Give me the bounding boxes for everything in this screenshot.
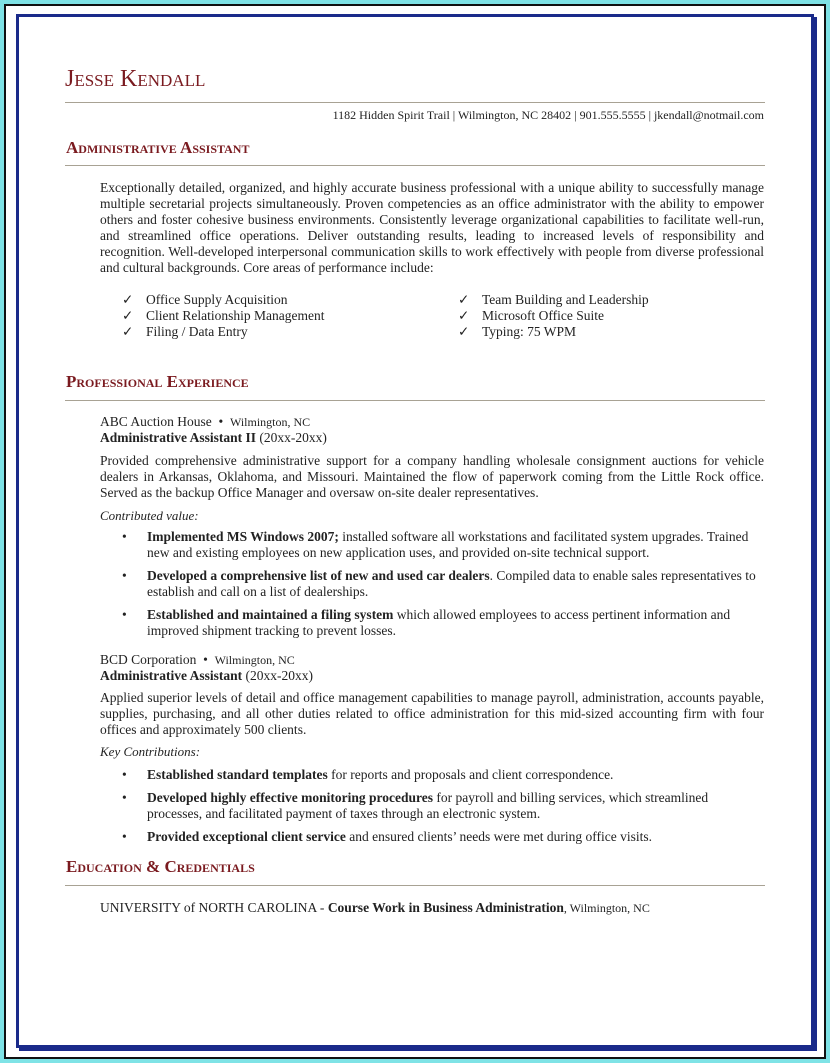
job-header: BCD Corporation • Wilmington, NC Administrative Assistant (20xx-20xx) bbox=[100, 652, 314, 683]
divider bbox=[65, 400, 765, 401]
skills-right bbox=[458, 292, 649, 340]
skills-left bbox=[100, 292, 324, 340]
bullet: • Established and maintained a filing system which allowed employees to access pertinent information and improved shipment tracking to prevent losses. bbox=[120, 607, 765, 639]
job-label: Contributed value: bbox=[100, 508, 199, 523]
education-entry: UNIVERSITY of NORTH CAROLINA - Course Work in Business Administration, Wilmington, NC bbox=[100, 900, 650, 915]
job-header: ABC Auction House • Wilmington, NC Administrative Assistant II (20xx-20xx) bbox=[100, 414, 327, 445]
divider bbox=[65, 102, 765, 103]
skill-item: ✓ Filing / Data Entry bbox=[122, 324, 248, 339]
job-label: Key Contributions: bbox=[100, 744, 201, 759]
bullet: • Established standard templates for reports and proposals and client correspondence. bbox=[120, 767, 765, 783]
skill-item: ✓ Client Relationship Management bbox=[122, 308, 325, 323]
job-bullets bbox=[120, 767, 765, 852]
experience-heading: Professional Experience bbox=[66, 372, 249, 391]
bullet: • Provided exceptional client service and ensured clients’ needs were met during office visits. bbox=[120, 829, 765, 845]
divider bbox=[65, 165, 765, 166]
education-heading: Education & Credentials bbox=[66, 857, 255, 876]
bullet: • Developed highly effective monitoring procedures for payroll and billing services, which streamlined processes, and facilitated payment of taxes through an electronic system. bbox=[120, 790, 765, 822]
job-bullets bbox=[120, 529, 765, 646]
bullet: • Implemented MS Windows 2007; installed software all workstations and facilitated system upgrades. Trained new and existing employees on new application uses, and provided on-site technical support. bbox=[120, 529, 765, 561]
skill-item: ✓ Microsoft Office Suite bbox=[458, 308, 604, 323]
applicant-name: Jesse Kendall bbox=[65, 66, 206, 92]
divider bbox=[65, 885, 765, 886]
skill-item: ✓ Office Supply Acquisition bbox=[122, 292, 288, 307]
contact-line: 1182 Hidden Spirit Trail | Wilmington, NC 28402 | 901.555.5555 | jkendall@notmail.com bbox=[332, 108, 764, 122]
skill-item: ✓ Team Building and Leadership bbox=[458, 292, 649, 307]
job-description: Applied superior levels of detail and office management capabilities to manage payroll, administration, accounts payable, supplies, purchasing, and all other duties related to office administration for this mid-sized accounting firm with four offices and approximately 500 clients. bbox=[100, 690, 764, 737]
summary: Exceptionally detailed, organized, and highly accurate business professional with a unique ability to successfully manage multiple secretarial projects simultaneously. Proven competencies as an office administrator with the ability to empower others and foster cohesive business environments. Consistently leverage organizational capabilities to facilitate well-run, and streamlined office operations. Deliver outstanding results, leading to increased levels of responsibility and recognition. Well-developed interpersonal communication skills to work effectively with people from diverse professional and cultural backgrounds. Core areas of performance include: bbox=[100, 180, 764, 275]
title-heading: Administrative Assistant bbox=[66, 138, 250, 157]
skill-item: ✓ Typing: 75 WPM bbox=[458, 324, 577, 339]
bullet: • Developed a comprehensive list of new and used car dealers. Compiled data to enable sales representatives to establish and call on a list of dealerships. bbox=[120, 568, 765, 600]
job-description: Provided comprehensive administrative support for a company handling wholesale consignment auctions for vehicle dealers in Arkansas, Oklahoma, and Missouri. Maintained the flow of paperwork coming from the Little Rock office. Served as the backup Office Manager and oversaw on-site dealer representatives. bbox=[100, 453, 764, 500]
